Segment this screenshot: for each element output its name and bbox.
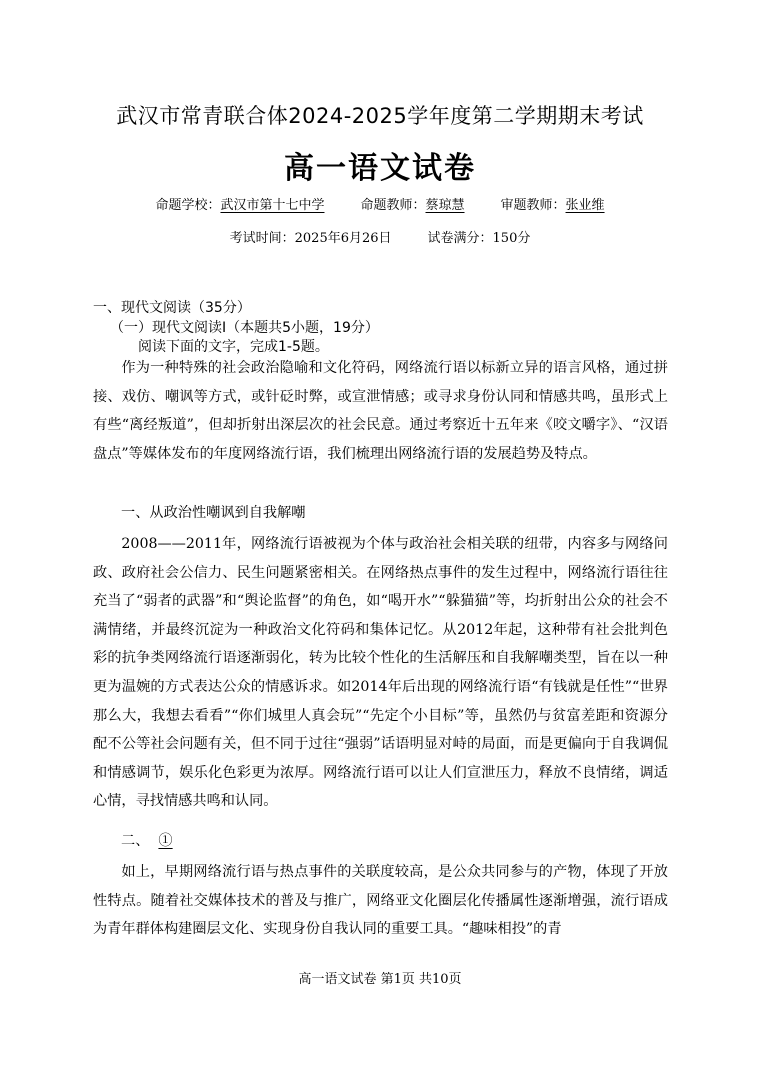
heading-2-blank: ① xyxy=(158,833,173,849)
teacher-label: 命题教师： xyxy=(360,198,426,213)
article-paragraph-3: 如上，早期网络流行语与热点事件的关联度较高，是公众共同参与的产物，体现了开放性特点。随着社交媒体技术的普及与推广，网络亚文化圈层化传播属性逐渐增强，流行语成为青年群体构建圈层文化、实现身份自我认同的重要工具。“趣味相投”的青 xyxy=(93,864,668,938)
exam-info-line xyxy=(0,227,760,246)
reviewer-name: 张业维 xyxy=(565,198,605,213)
full-score: 试卷满分：150分 xyxy=(427,231,531,246)
article-heading-2 xyxy=(121,830,186,850)
exam-title: 武汉市常青联合体2024-2025学年度第二学期期末考试 xyxy=(116,104,644,128)
school-label: 命题学校： xyxy=(155,198,221,213)
exam-time: 考试时间：2025年6月26日 xyxy=(229,231,392,246)
article-heading-1: 一、从政治性嘲讽到自我解嘲 xyxy=(121,505,306,521)
reading-instruction: 阅读下面的文字，完成1-5题。 xyxy=(138,339,329,355)
reviewer-label: 审题教师： xyxy=(500,198,566,213)
article-paragraph-1: 作为一种特殊的社会政治隐喻和文化符码，网络流行语以标新立异的语言风格，通过拼接、戏仿、嘲讽等方式，或针砭时弊，或宣泄情感；或寻求身份认同和情感共鸣，虽形式上有些“离经叛道”，但却折射出深层次的社会民意。通过考察近十五年来《咬文嚼字》、“汉语盘点”等媒体发布的年度网络流行语，我们梳理出网络流行语的发展趋势及特点。 xyxy=(93,360,668,462)
teacher-name: 蔡琼慧 xyxy=(425,198,465,213)
school-name: 武汉市第十七中学 xyxy=(220,198,325,213)
section-heading: 一、现代文阅读（35分） xyxy=(93,300,251,316)
page-footer: 高一语文试卷 第1页 共10页 xyxy=(298,972,462,987)
heading-2-prefix: 二、 xyxy=(121,833,150,849)
subsection-heading: （一）现代文阅读Ⅰ（本题共5小题，19分） xyxy=(110,320,379,336)
paper-subtitle: 高一语文试卷 xyxy=(284,151,476,186)
article-paragraph-2: 2008——2011年，网络流行语被视为个体与政治社会相关联的纽带，内容多与网络问政、政府社会公信力、民生问题紧密相关。在网络热点事件的发生过程中，网络流行语往往充当了“弱者的武器”和“舆论监督”的角色，如“喝开水”“躲猫猫”等，均折射出公众的社会不满情绪，并最终沉淀为一种政治文化符码和集体记忆。从2012年起，这种带有社会批判色彩的抗争类网络流行语逐渐弱化，转为比较个性化的生活解压和自我解嘲类型，旨在以一种更为温婉的方式表达公众的情感诉求。如2014年后出现的网络流行语“有钱就是任性”“世界那么大，我想去看看”“你们城里人真会玩”“先定个小目标”等，虽然仍与贫富差距和资源分配不公等社会问题有关，但不同于过往“强弱”话语明显对峙的局面，而是更偏向于自我调侃和情感调节，娱乐化色彩更为浓厚。网络流行语可以让人们宣泄压力，释放不良情绪，调适心情，寻找情感共鸣和认同。 xyxy=(93,536,668,810)
authorship-line xyxy=(0,194,760,213)
